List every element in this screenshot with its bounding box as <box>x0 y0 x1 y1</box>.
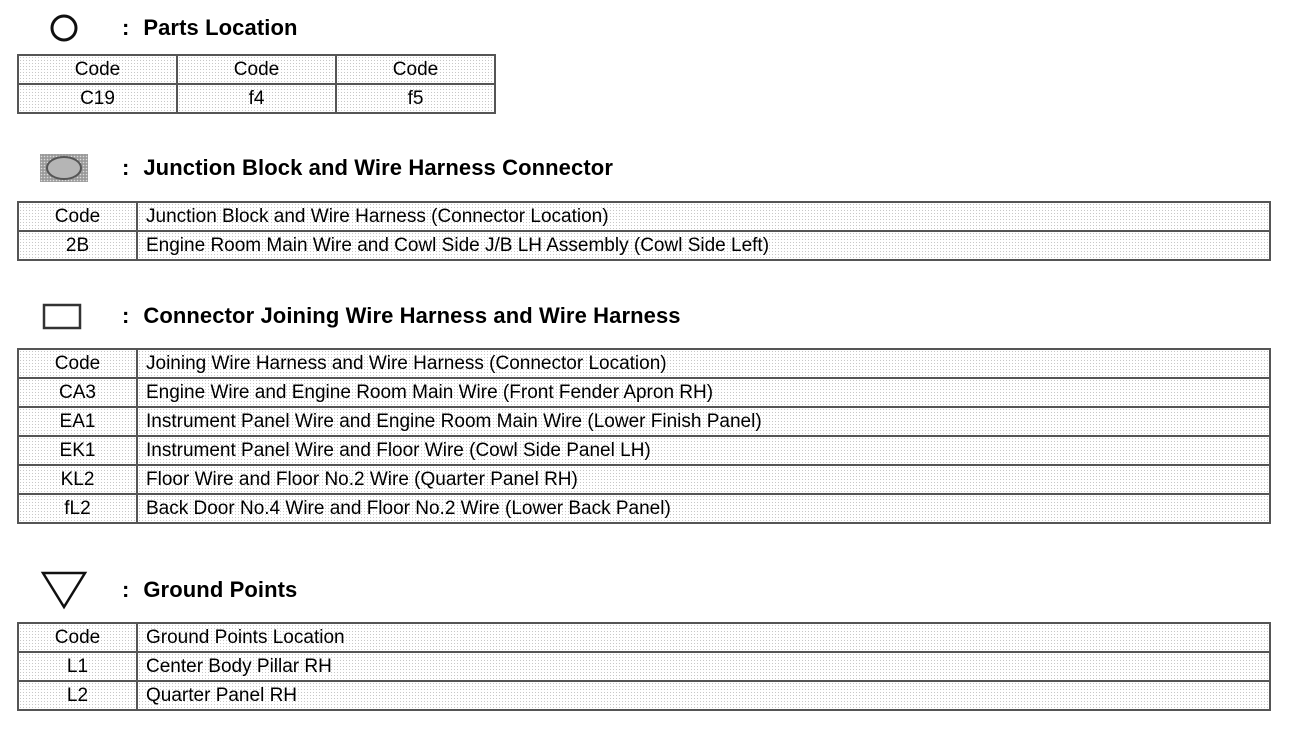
table-header-row <box>18 202 1270 231</box>
table-header-row <box>18 623 1270 652</box>
heading-colon: : <box>122 577 130 602</box>
header-cell: Code <box>18 55 177 84</box>
code-cell: KL2 <box>18 465 137 494</box>
table-row <box>18 84 495 113</box>
table-row <box>18 378 1270 407</box>
connector-joining-heading <box>40 300 681 332</box>
table-row <box>18 652 1270 681</box>
code-cell: 2B <box>18 231 137 260</box>
desc-cell: Center Body Pillar RH <box>137 652 1270 681</box>
desc-cell: Quarter Panel RH <box>137 681 1270 710</box>
header-desc-cell: Ground Points Location <box>137 623 1270 652</box>
desc-cell: Back Door No.4 Wire and Floor No.2 Wire (Lower Back Panel) <box>137 494 1270 523</box>
table-header-row <box>18 55 495 84</box>
table-row <box>18 681 1270 710</box>
shaded-oval-icon <box>40 152 88 184</box>
table-row <box>18 231 1270 260</box>
table-row <box>18 465 1270 494</box>
heading-colon: : <box>122 15 130 40</box>
down-triangle-icon <box>40 570 88 610</box>
header-code-cell: Code <box>18 349 137 378</box>
code-cell: CA3 <box>18 378 137 407</box>
heading-colon: : <box>122 155 130 180</box>
table-row <box>18 494 1270 523</box>
desc-cell: Instrument Panel Wire and Engine Room Main Wire (Lower Finish Panel) <box>137 407 1270 436</box>
section-title: Parts Location <box>143 15 298 40</box>
header-cell: Code <box>336 55 495 84</box>
parts-location-table <box>17 54 496 114</box>
junction-block-heading <box>40 152 613 184</box>
desc-cell: Instrument Panel Wire and Floor Wire (Cowl Side Panel LH) <box>137 436 1270 465</box>
ground-points-heading <box>40 570 297 610</box>
code-cell: fL2 <box>18 494 137 523</box>
desc-cell: Floor Wire and Floor No.2 Wire (Quarter Panel RH) <box>137 465 1270 494</box>
code-cell: f4 <box>177 84 336 113</box>
section-title: Connector Joining Wire Harness and Wire Harness <box>143 303 681 328</box>
heading-colon: : <box>122 303 130 328</box>
table-header-row <box>18 349 1270 378</box>
code-cell: C19 <box>18 84 177 113</box>
code-cell: L2 <box>18 681 137 710</box>
section-title: Junction Block and Wire Harness Connector <box>143 155 613 180</box>
ground-points-table <box>17 622 1271 711</box>
desc-cell: Engine Wire and Engine Room Main Wire (Front Fender Apron RH) <box>137 378 1270 407</box>
code-cell: f5 <box>336 84 495 113</box>
header-code-cell: Code <box>18 202 137 231</box>
parts-location-heading <box>40 12 298 44</box>
code-cell: L1 <box>18 652 137 681</box>
section-title: Ground Points <box>143 577 298 602</box>
header-code-cell: Code <box>18 623 137 652</box>
desc-cell: Engine Room Main Wire and Cowl Side J/B LH Assembly (Cowl Side Left) <box>137 231 1270 260</box>
junction-block-table <box>17 201 1271 261</box>
header-desc-cell: Junction Block and Wire Harness (Connector Location) <box>137 202 1270 231</box>
header-cell: Code <box>177 55 336 84</box>
circle-outline-icon <box>40 12 88 44</box>
table-row <box>18 407 1270 436</box>
header-desc-cell: Joining Wire Harness and Wire Harness (Connector Location) <box>137 349 1270 378</box>
code-cell: EA1 <box>18 407 137 436</box>
table-row <box>18 436 1270 465</box>
code-cell: EK1 <box>18 436 137 465</box>
rectangle-outline-icon <box>40 300 88 332</box>
connector-joining-table <box>17 348 1271 524</box>
